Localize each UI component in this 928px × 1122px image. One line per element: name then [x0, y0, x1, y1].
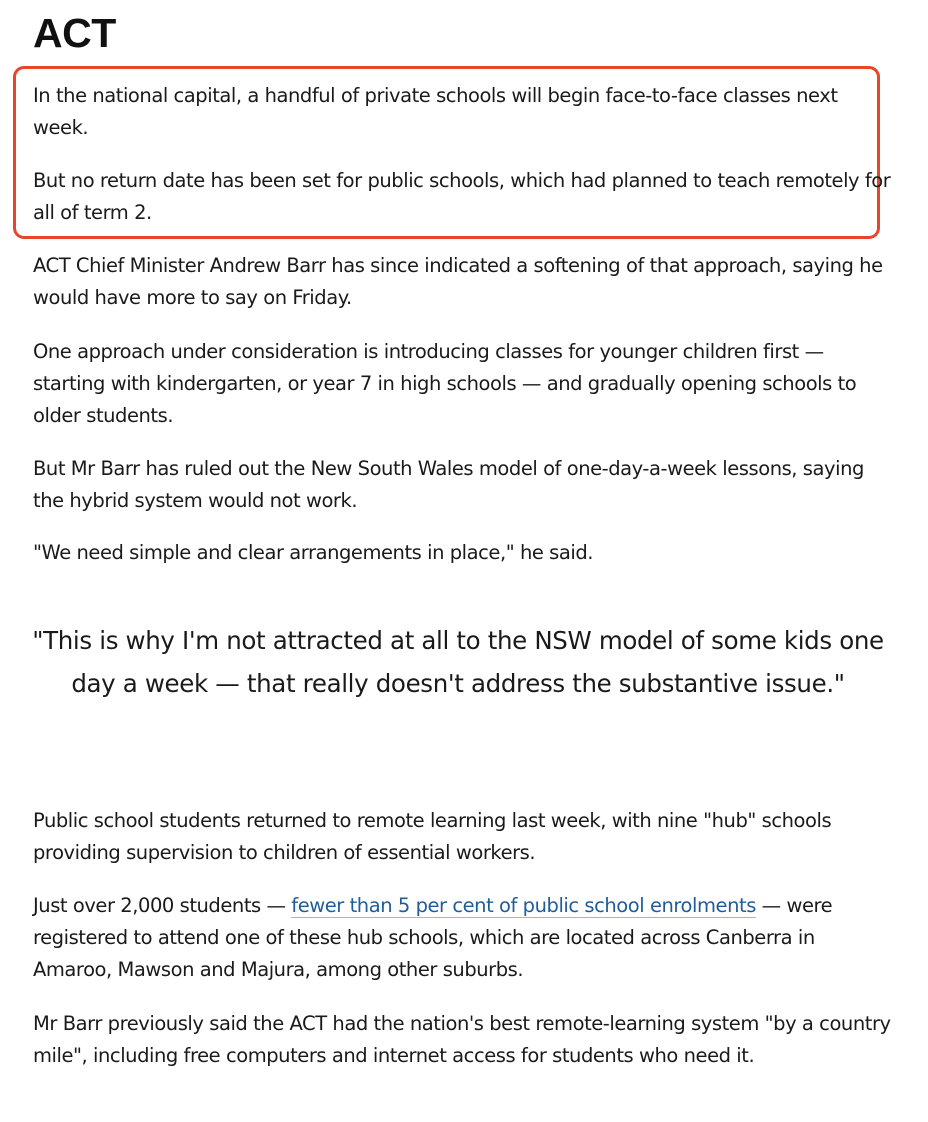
paragraph-private-schools: In the national capital, a handful of private schools will begin face-to-face classes next week.	[33, 84, 838, 139]
paragraph-simple-arrangements: "We need simple and clear arrangements in place," he said.	[33, 541, 594, 564]
enrolments-link[interactable]: fewer than 5 per cent of public school enrolments	[291, 894, 756, 917]
paragraph-public-schools: But no return date has been set for public schools, which had planned to teach remotely for all of term 2.	[33, 169, 891, 224]
paragraph-barr-softening: ACT Chief Minister Andrew Barr has since indicated a softening of that approach, saying he would have more to say on Friday.	[33, 254, 883, 309]
paragraph-approach: One approach under consideration is introducing classes for younger children first — starting with kindergarten, or year 7 in high schools — and gradually opening schools to older students.	[33, 340, 857, 427]
paragraph-hub-schools	[33, 890, 893, 986]
paragraph-remote-learning: Public school students returned to remote learning last week, with nine "hub" schools providing supervision to children of essential workers.	[33, 809, 832, 864]
hub-text-after: — were registered to attend one of these hub schools, which are located across Canberra in Amaroo, Mawson and Majura, among other suburbs.	[33, 894, 833, 981]
pull-quote: "This is why I'm not attracted at all to the NSW model of some kids one day a week — that really doesn't address the substantive issue."	[32, 626, 884, 698]
paragraph-nsw-model: But Mr Barr has ruled out the New South Wales model of one-day-a-week lessons, saying the hybrid system would not work.	[33, 457, 864, 512]
section-heading: ACT	[33, 10, 116, 56]
hub-text-before: Just over 2,000 students —	[33, 894, 292, 917]
paragraph-remote-system: Mr Barr previously said the ACT had the nation's best remote-learning system "by a country mile", including free computers and internet access for students who need it.	[33, 1012, 891, 1067]
